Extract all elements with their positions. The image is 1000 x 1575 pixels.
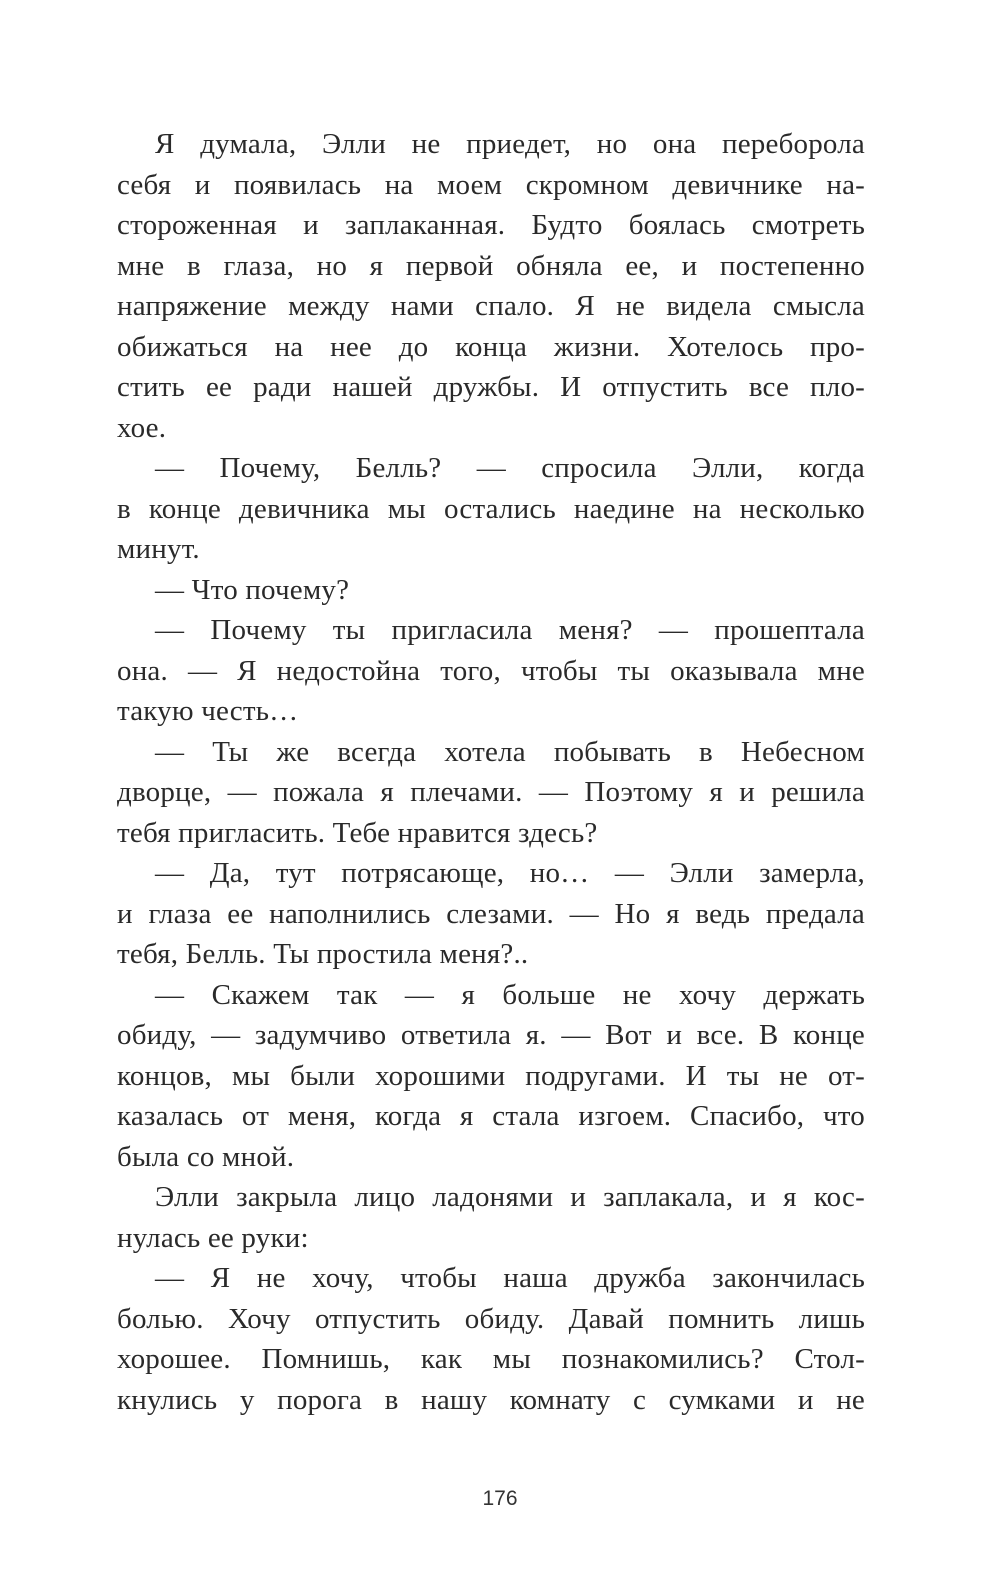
text-line: — Почему, Белль? — спросила Элли, когда [155,452,865,484]
text-line: нулась ее руки: [117,1221,309,1254]
text-line: и глаза ее наполнились слезами. — Но я ведь предала [117,897,865,930]
text-line: стороженная и заплаканная. Будто боялась смотреть [117,209,865,241]
text-line: была со мной. [117,1140,295,1173]
text-line: кнулись у порога в нашу комнату с сумками и не [117,1383,865,1416]
text-line: казалась от меня, когда я стала изгоем. Спасибо, что [117,1100,865,1132]
text-line: — Почему ты пригласила меня? — прошептала [155,614,865,646]
text-line: тебя, Белль. Ты простила меня?.. [117,938,529,970]
text-line: болью. Хочу отпустить обиду. Давай помнить лишь [117,1302,865,1335]
text-line: Я думала, Элли не приедет, но она переборола [155,128,865,160]
text-line: хое. [117,411,167,444]
body-text [117,124,865,1420]
text-line: стить ее ради нашей дружбы. И отпустить все пло- [117,371,865,403]
text-line: такую честь… [117,695,299,727]
text-line: обижаться на нее до конца жизни. Хотелось про- [117,330,865,363]
page-number: 176 [482,1487,518,1510]
text-line: в конце девичника мы остались наедине на несколько [117,492,865,525]
text-line: — Я не хочу, чтобы наша дружба закончилась [155,1262,865,1294]
text-line: концов, мы были хорошими подругами. И ты не от- [117,1059,865,1092]
text-line: она. — Я недостойна того, чтобы ты оказывала мне [117,654,865,687]
text-line: мне в глаза, но я первой обняла ее, и постепенно [117,249,865,282]
text-line: — Скажем так — я больше не хочу держать [155,978,865,1011]
text-line: — Да, тут потрясающе, но… — Элли замерла, [155,857,865,889]
text-line: тебя пригласить. Тебе нравится здесь? [117,816,598,849]
text-line: Элли закрыла лицо ладонями и заплакала, и я кос- [155,1181,865,1213]
text-line: себя и появилась на моем скромном девичнике на- [117,168,865,201]
text-line: минут. [117,533,200,565]
text-line: хорошее. Помнишь, как мы познакомились? Стол- [117,1343,865,1375]
text-line: — Ты же всегда хотела побывать в Небесном [155,735,865,768]
text-line: обиду, — задумчиво ответила я. — Вот и все. В конце [117,1019,865,1051]
text-line: дворце, — пожала я плечами. — Поэтому я и решила [117,776,865,808]
text-line: — Что почему? [155,573,350,606]
text-line: напряжение между нами спало. Я не видела смысла [117,290,865,322]
